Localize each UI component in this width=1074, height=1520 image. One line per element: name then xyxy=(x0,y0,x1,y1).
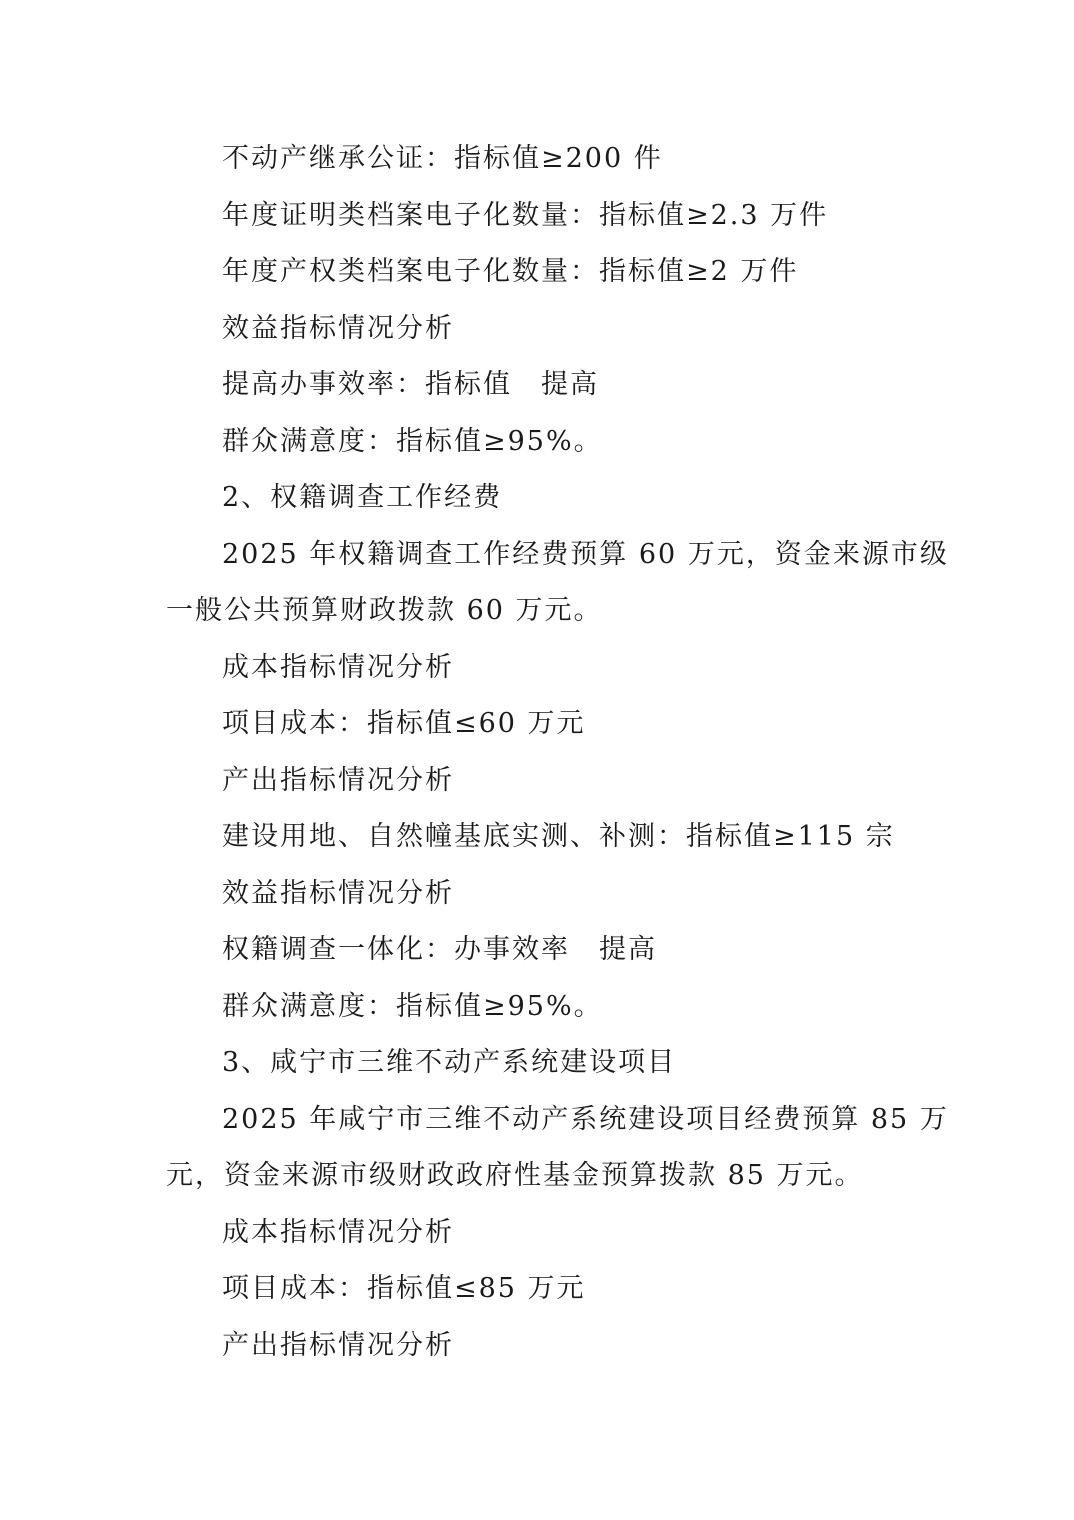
text-line: 建设用地、自然幢基底实测、补测：指标值≥115 宗 xyxy=(222,821,895,852)
text-line: 不动产继承公证：指标值≥200 件 xyxy=(222,143,663,174)
section-heading: 效益指标情况分析 xyxy=(222,312,454,344)
text-line: 年度产权类档案电子化数量：指标值≥2 万件 xyxy=(222,256,799,287)
paragraph-line: 一般公共预算财政拨款 60 万元。 xyxy=(166,595,603,626)
section-heading: 成本指标情况分析 xyxy=(222,1216,454,1248)
text-line: 项目成本：指标值≤85 万元 xyxy=(222,1273,586,1304)
section-heading: 2、权籍调查工作经费 xyxy=(222,482,503,513)
text-line: 提高办事效率：指标值 提高 xyxy=(222,369,599,400)
text-line: 群众满意度：指标值≥95%。 xyxy=(222,990,603,1022)
paragraph-line: 2025 年咸宁市三维不动产系统建设项目经费预算 85 万 xyxy=(222,1103,949,1135)
text-line: 权籍调查一体化：办事效率 提高 xyxy=(222,934,657,965)
document-body xyxy=(166,131,949,1374)
text-line: 项目成本：指标值≤60 万元 xyxy=(222,708,586,739)
text-line: 年度证明类档案电子化数量：指标值≥2.3 万件 xyxy=(222,199,829,231)
section-heading: 产出指标情况分析 xyxy=(222,764,454,796)
paragraph-line: 元，资金来源市级财政政府性基金预算拨款 85 万元。 xyxy=(166,1160,864,1191)
section-heading: 产出指标情况分析 xyxy=(222,1329,454,1361)
text-line: 群众满意度：指标值≥95%。 xyxy=(222,425,603,457)
section-heading: 3、咸宁市三维不动产系统建设项目 xyxy=(222,1047,677,1078)
paragraph-line: 2025 年权籍调查工作经费预算 60 万元，资金来源市级 xyxy=(222,538,949,570)
section-heading: 成本指标情况分析 xyxy=(222,651,454,683)
section-heading: 效益指标情况分析 xyxy=(222,877,454,909)
